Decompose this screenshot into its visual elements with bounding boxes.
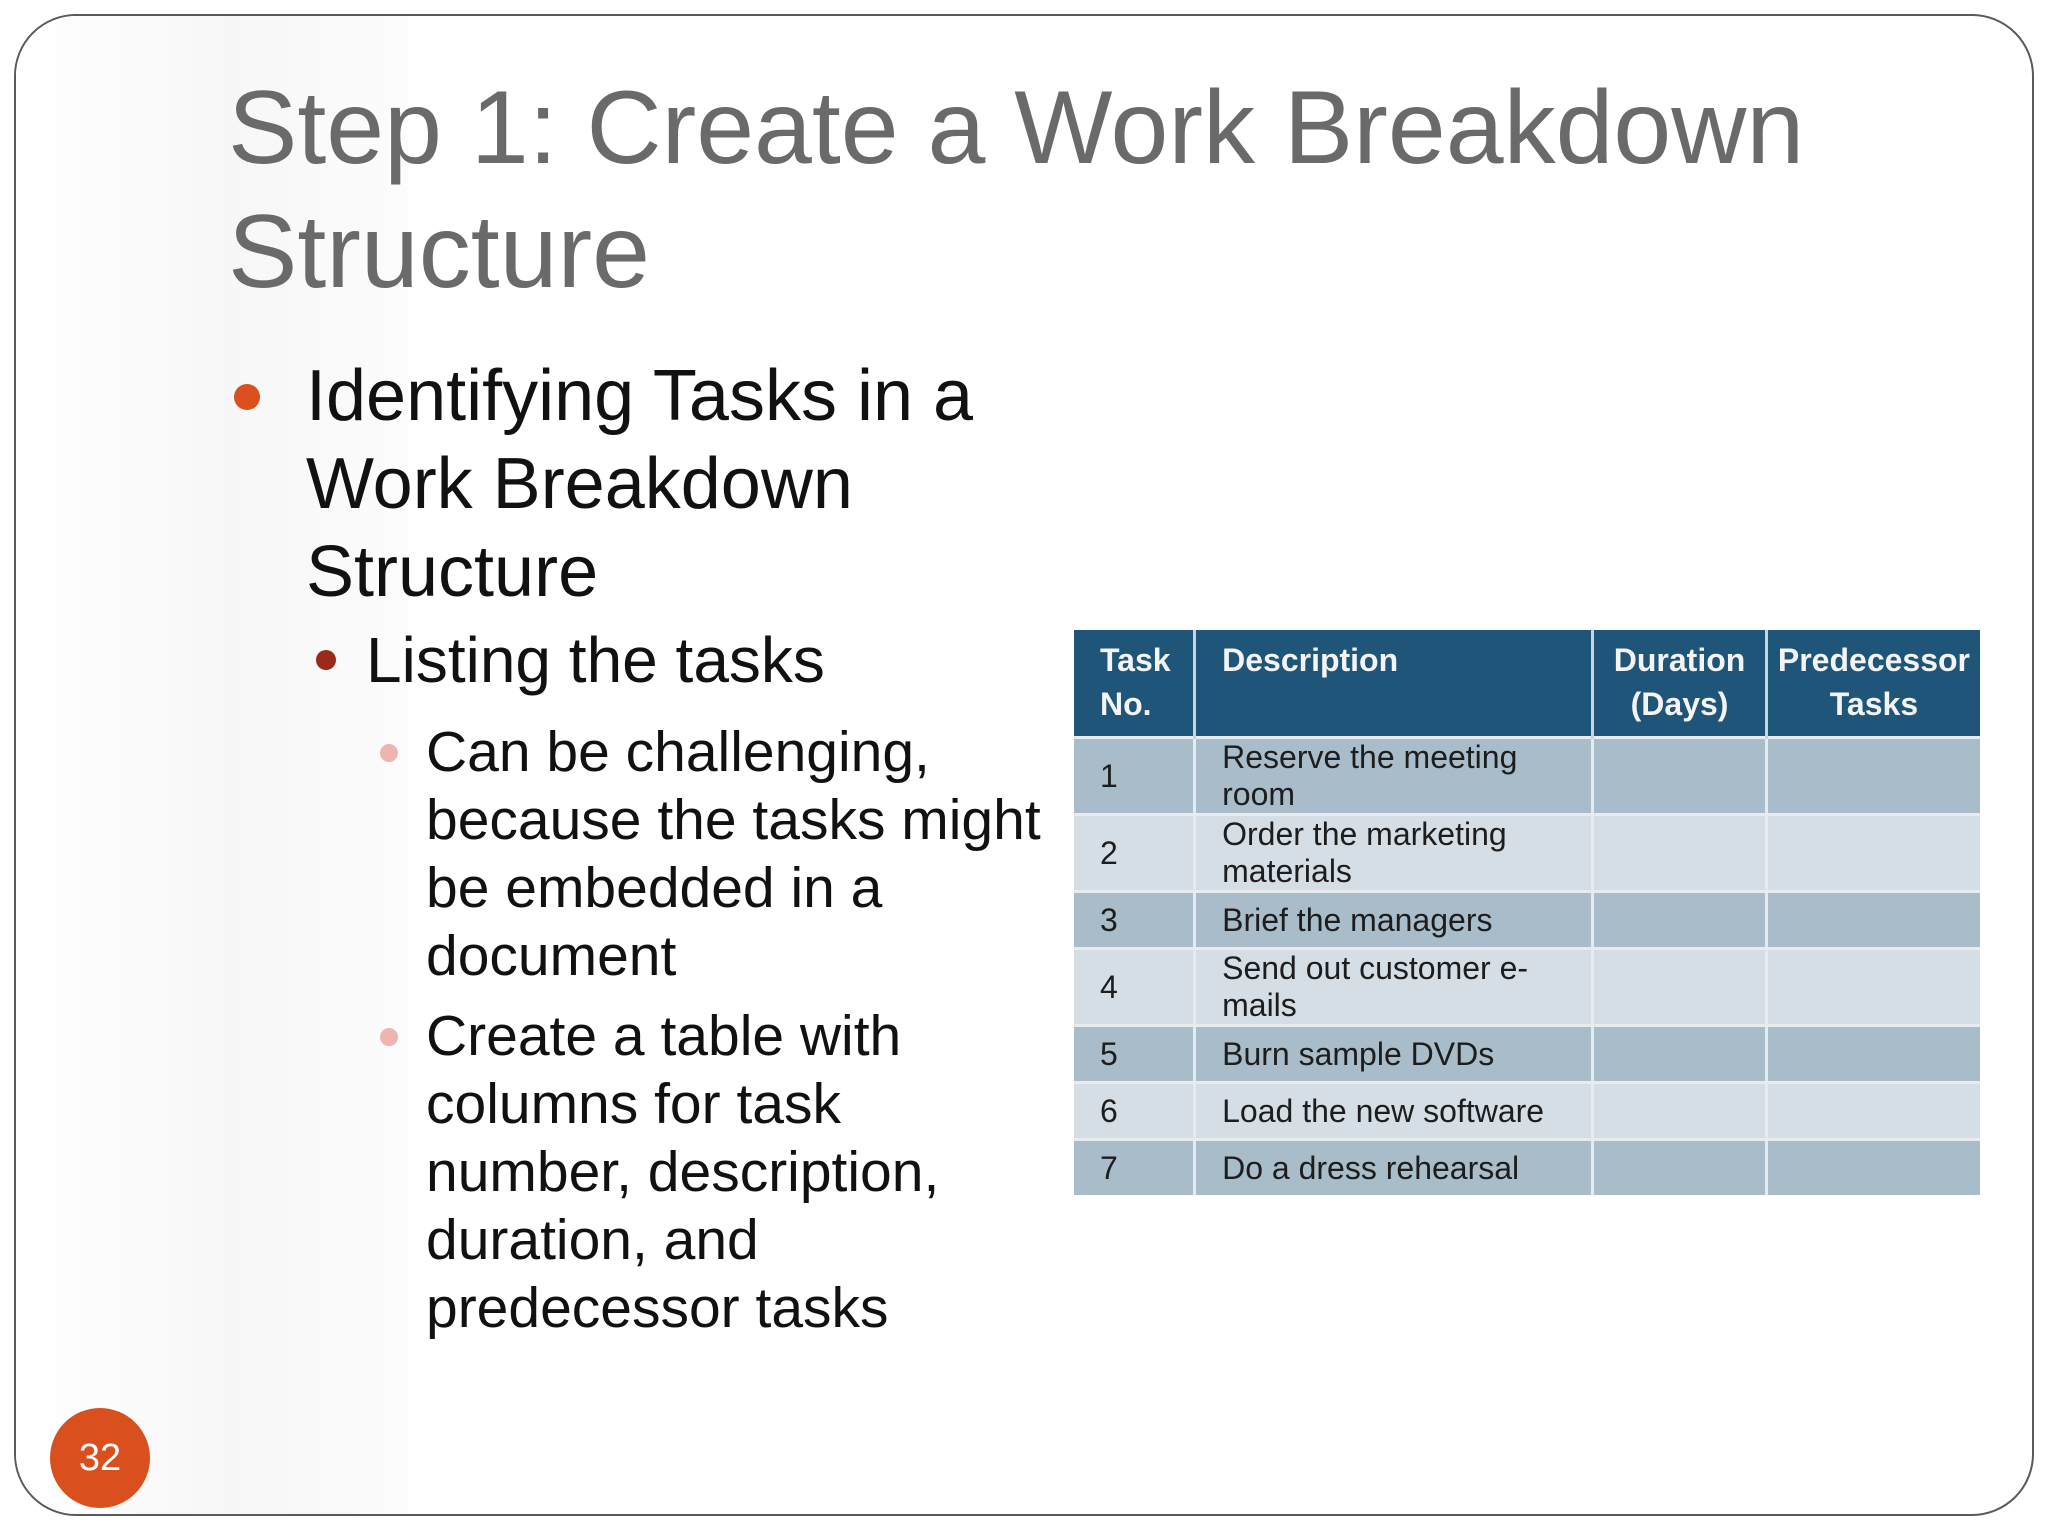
bullet-level2 <box>306 620 1066 700</box>
cell-predecessor <box>1766 815 1980 892</box>
cell-description: Brief the managers <box>1195 892 1593 949</box>
header-duration: Duration (Days) <box>1593 630 1767 738</box>
slide-title <box>228 66 1928 314</box>
table-row <box>1074 738 1980 815</box>
header-description: Description <box>1195 630 1593 738</box>
cell-description: Reserve the meeting room <box>1195 738 1593 815</box>
bullet-level3-a-text: Can be challenging, because the tasks might be embedded in a document <box>426 720 1041 988</box>
bullet-level3-b <box>366 1002 1046 1342</box>
cell-task-no: 6 <box>1074 1083 1195 1140</box>
cell-task-no: 7 <box>1074 1140 1195 1196</box>
cell-description: Load the new software <box>1195 1083 1593 1140</box>
cell-description: Send out customer e-mails <box>1195 949 1593 1026</box>
cell-predecessor <box>1766 1083 1980 1140</box>
bullet-level3-b-text: Create a table with columns for task number, description, duration, and predecessor tasks <box>426 1004 940 1340</box>
cell-task-no: 1 <box>1074 738 1195 815</box>
table-row <box>1074 892 1980 949</box>
table-row <box>1074 815 1980 892</box>
bullet-level1 <box>236 352 1016 616</box>
cell-duration <box>1593 949 1767 1026</box>
cell-duration <box>1593 1026 1767 1083</box>
cell-duration <box>1593 1083 1767 1140</box>
cell-predecessor <box>1766 892 1980 949</box>
bullet-dot-icon <box>380 1028 398 1046</box>
slide <box>14 14 2034 1516</box>
cell-task-no: 2 <box>1074 815 1195 892</box>
table-row <box>1074 1026 1980 1083</box>
bullet-dot-icon <box>380 744 398 762</box>
cell-duration <box>1593 738 1767 815</box>
bullet-level2-text: Listing the tasks <box>366 624 825 696</box>
cell-duration <box>1593 815 1767 892</box>
bullet-dot-icon <box>234 384 260 410</box>
title-line-2: Structure <box>228 194 650 310</box>
header-task-no: Task No. <box>1074 630 1195 738</box>
cell-task-no: 3 <box>1074 892 1195 949</box>
cell-duration <box>1593 1140 1767 1196</box>
table-row <box>1074 1083 1980 1140</box>
table-row <box>1074 1140 1980 1196</box>
task-table <box>1074 630 1980 1195</box>
cell-predecessor <box>1766 1140 1980 1196</box>
bullet-level3-a <box>366 718 1046 990</box>
cell-description: Order the marketing materials <box>1195 815 1593 892</box>
table-header-row <box>1074 630 1980 738</box>
cell-task-no: 5 <box>1074 1026 1195 1083</box>
bullet-dot-icon <box>316 650 336 670</box>
title-line-1: Step 1: Create a Work Breakdown <box>228 70 1805 186</box>
cell-task-no: 4 <box>1074 949 1195 1026</box>
cell-predecessor <box>1766 738 1980 815</box>
cell-duration <box>1593 892 1767 949</box>
page-number-badge: 32 <box>50 1408 150 1508</box>
header-predecessor: Predecessor Tasks <box>1766 630 1980 738</box>
cell-predecessor <box>1766 1026 1980 1083</box>
cell-description: Do a dress rehearsal <box>1195 1140 1593 1196</box>
cell-predecessor <box>1766 949 1980 1026</box>
cell-description: Burn sample DVDs <box>1195 1026 1593 1083</box>
table-row <box>1074 949 1980 1026</box>
bullet-level1-text: Identifying Tasks in a Work Breakdown Structure <box>306 356 974 612</box>
